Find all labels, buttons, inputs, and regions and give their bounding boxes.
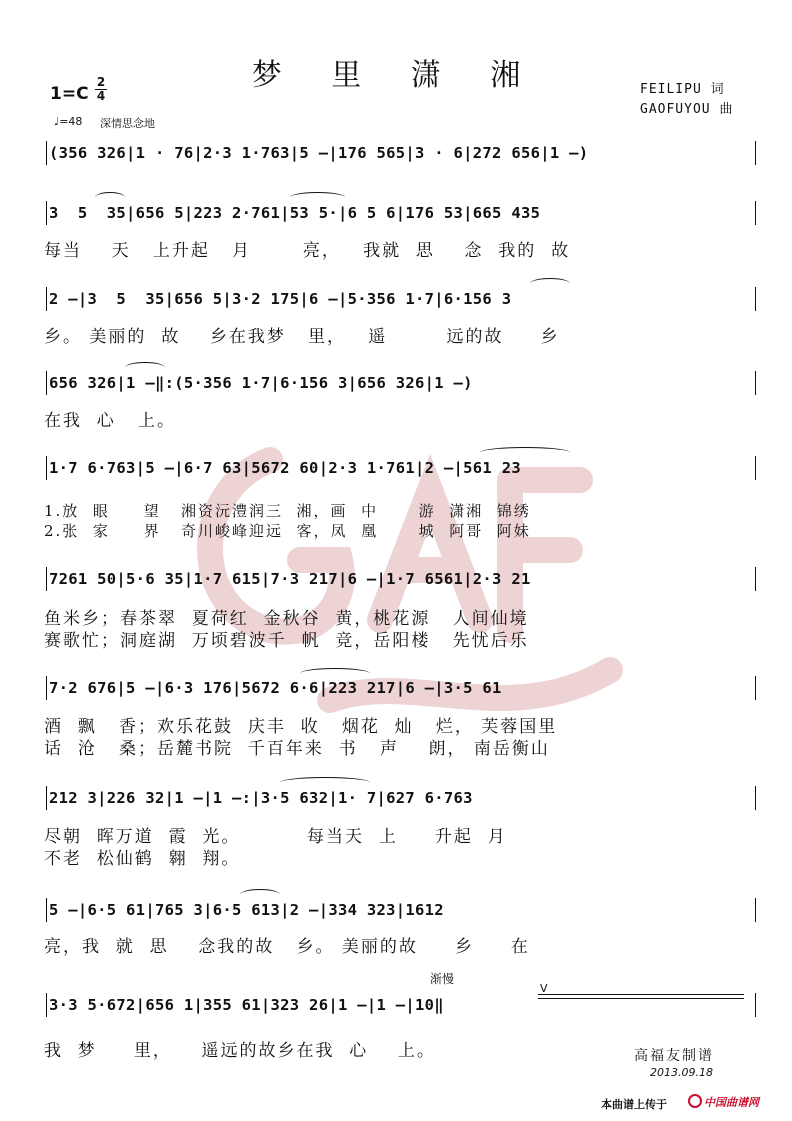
notation-row-5: 1·7 6·763|5 –|6·7 63|5672 60|2·3 1·761|2 –|561 23 [46, 456, 756, 480]
notation-row-8: 212 3|226 32|1 –|1 –:|3·5 632|1· 7|627 6·763 [46, 786, 756, 810]
lyric-row-9: 亮，我 就 思 念我的故 乡。 美丽的故 乡 在 [44, 937, 530, 957]
slur-mark [280, 777, 370, 788]
composer-credit: GAOFUYOU 曲 [640, 102, 734, 117]
lyric-row-8-verse1: 尽朝 晖万道 霞 光。 每当天 上 升起 月 [44, 827, 507, 847]
lyric-row-7-verse2: 话 沧 桑；岳麓书院 千百年来 书 声 朗， 南岳衡山 [44, 739, 550, 759]
key-signature: 1=C [50, 84, 89, 104]
lyric-row-2: 每当 天 上升起 月 亮， 我就 思 念 我的 故 [44, 241, 571, 261]
slur-mark [300, 668, 370, 679]
lyricist-credit: FEILIPU 词 [640, 82, 725, 97]
slur-mark [240, 889, 280, 900]
notation-row-3: 2 –|3 5 35|656 5|3·2 175|6 –|5·356 1·7|6·156 3 [46, 287, 756, 311]
expression-mark: 深情思念地 [100, 117, 155, 130]
tie-mark [95, 192, 125, 203]
lyric-row-6-verse1: 鱼米乡；春茶翠 夏荷红 金秋谷 黄，桃花源 人间仙境 [44, 609, 529, 629]
lyric-row-6-verse2: 赛歌忙；洞庭湖 万顷碧波千 帆 竞，岳阳楼 先忧后乐 [44, 631, 529, 651]
notation-row-7: 7·2 676|5 –|6·3 176|5672 6·6|223 217|6 –|3·5 61 [46, 676, 756, 700]
upload-note: 本曲谱上传于 [601, 1098, 667, 1111]
lyric-row-5-verse1: 1.放 眼 望 湘资沅澧润三 湘，画 中 游 潇湘 锦绣 [44, 502, 531, 520]
notation-row-10: 3·3 5·672|656 1|355 61|323 26|1 –|1 –|10‖ [46, 993, 756, 1017]
meter-bottom: 4 [96, 89, 106, 103]
lyric-row-5-verse2: 2.张 家 界 奇川峻峰迎远 客，凤 凰 城 阿哥 阿妹 [44, 522, 531, 540]
notation-row-1: (356 326|1 · 76|2·3 1·763|5 –|176 565|3 · 6|272 656|1 –) [46, 141, 756, 165]
time-signature [95, 76, 107, 103]
slur-mark [290, 192, 345, 203]
notation-row-2: 3 5 35|656 5|223 2·761|53 5·|6 5 6|176 53|665 435 [46, 201, 756, 225]
notation-row-4: 656 326|1 –‖:(5·356 1·7|6·156 3|656 326|1 –) [46, 371, 756, 395]
lyric-row-7-verse1: 酒 飘 香；欢乐花鼓 庆丰 收 烟花 灿 烂， 芙蓉国里 [44, 717, 558, 737]
tempo-mark: ♩=48 [54, 115, 83, 128]
lyric-row-10: 我 梦 里， 遥远的故乡在我 心 上。 [44, 1041, 436, 1061]
lyric-row-3: 乡。 美丽的 故 乡在我梦 里， 遥 远的故 乡 [44, 327, 560, 347]
site-logo[interactable] [688, 1094, 759, 1110]
breath-mark: V [540, 982, 548, 995]
slur-mark [125, 362, 165, 373]
transcriber-credit: 高福友制谱 [634, 1048, 714, 1064]
slur-mark [480, 447, 570, 458]
slur-mark [530, 278, 570, 289]
lyric-row-8-verse2: 不老 松仙鹤 翱 翔。 [44, 849, 241, 869]
transcription-date: 2013.09.18 [650, 1066, 713, 1079]
logo-ring-icon [688, 1094, 702, 1108]
meter-top: 2 [96, 75, 106, 89]
lyric-row-4: 在我 心 上。 [44, 411, 177, 431]
ritardando-mark: 渐慢 [430, 972, 455, 986]
notation-row-6: 7261 50|5·6 35|1·7 615|7·3 217|6 –|1·7 6561|2·3 21 [46, 567, 756, 591]
page-title: 梦 里 潇 湘 [251, 58, 541, 93]
site-name: 中国曲谱网 [704, 1096, 759, 1109]
notation-row-9: 5 –|6·5 61|765 3|6·5 613|2 –|334 323|1612 [46, 898, 756, 922]
